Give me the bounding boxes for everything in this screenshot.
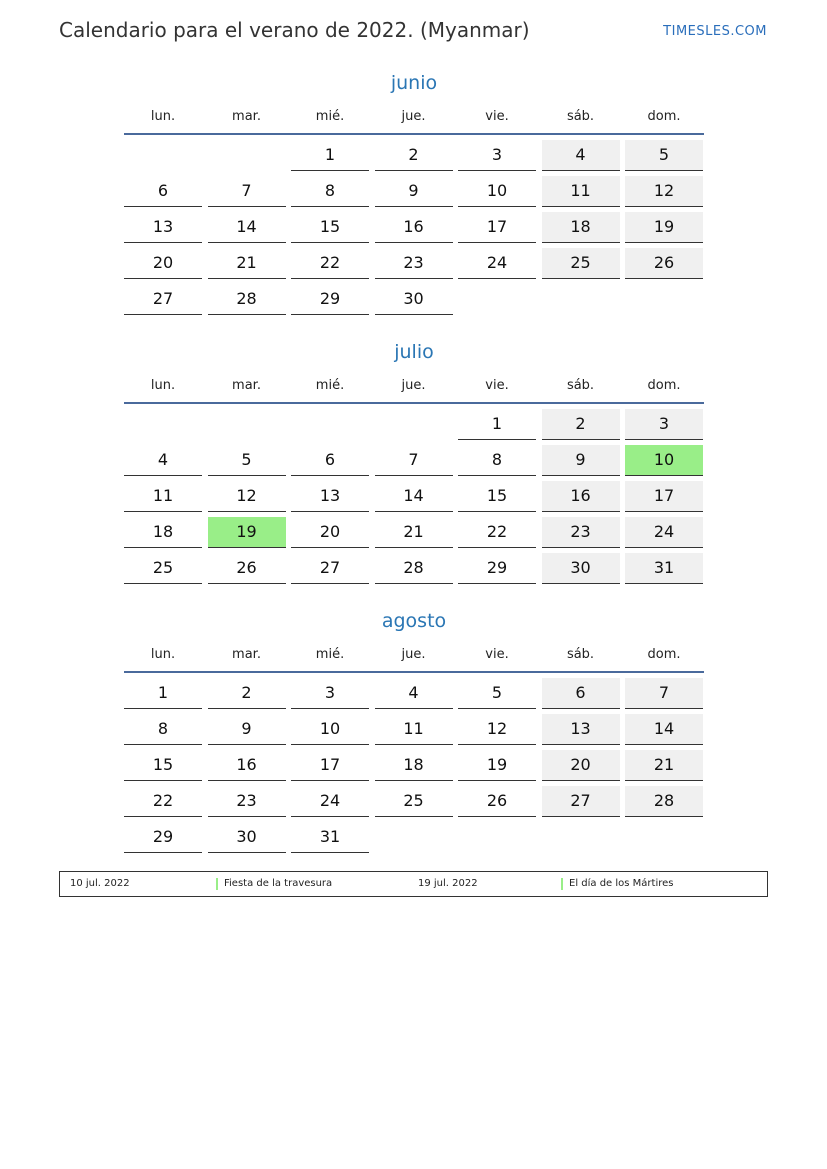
month-name: julio	[394, 341, 434, 363]
day-cell: 24	[291, 786, 369, 817]
weekday-label: mar.	[232, 109, 261, 124]
day-cell: 29	[124, 822, 202, 853]
week-row	[124, 553, 704, 584]
day-cell: 3	[458, 140, 536, 171]
day-cell: 25	[124, 553, 202, 584]
day-cell: 27	[291, 553, 369, 584]
day-cell: 25	[375, 786, 453, 817]
day-cell: 18	[542, 212, 620, 243]
day-cell: 7	[375, 445, 453, 476]
week-row	[124, 678, 704, 709]
day-cell: 27	[542, 786, 620, 817]
header-rule	[124, 402, 704, 404]
empty-day-cell	[542, 822, 620, 853]
day-cell: 24	[458, 248, 536, 279]
day-cell: 31	[625, 553, 703, 584]
day-cell: 24	[625, 517, 703, 548]
day-cell: 19	[625, 212, 703, 243]
weekday-label: jue.	[401, 378, 426, 393]
day-cell: 29	[458, 553, 536, 584]
day-cell: 13	[291, 481, 369, 512]
day-cell: 8	[124, 714, 202, 745]
day-cell: 4	[542, 140, 620, 171]
day-cell: 20	[124, 248, 202, 279]
day-cell: 13	[542, 714, 620, 745]
day-cell: 14	[625, 714, 703, 745]
day-cell: 30	[375, 284, 453, 315]
day-cell: 28	[208, 284, 286, 315]
month-name: junio	[390, 72, 438, 94]
week-row	[124, 140, 704, 171]
day-cell: 2	[375, 140, 453, 171]
day-cell: 22	[458, 517, 536, 548]
day-cell: 20	[542, 750, 620, 781]
day-cell: 16	[375, 212, 453, 243]
legend-date-1: 10 jul. 2022	[70, 878, 130, 889]
weekday-label: sáb.	[566, 378, 595, 393]
day-cell: 10	[458, 176, 536, 207]
empty-day-cell	[291, 409, 369, 440]
empty-day-cell	[375, 409, 453, 440]
day-cell: 22	[124, 786, 202, 817]
weekday-label: dom.	[647, 378, 681, 393]
day-cell: 30	[542, 553, 620, 584]
day-cell: 10	[291, 714, 369, 745]
day-cell: 21	[375, 517, 453, 548]
day-cell: 7	[625, 678, 703, 709]
weekday-label: jue.	[401, 647, 426, 662]
legend-color-1	[216, 878, 218, 890]
empty-day-cell	[375, 822, 453, 853]
weekday-label: lun.	[150, 647, 176, 662]
day-cell: 9	[208, 714, 286, 745]
day-cell: 23	[542, 517, 620, 548]
empty-day-cell	[625, 822, 703, 853]
day-cell: 25	[542, 248, 620, 279]
holiday-legend	[59, 871, 768, 897]
month-june	[124, 69, 704, 320]
weekday-label: vie.	[485, 647, 509, 662]
day-cell: 21	[625, 750, 703, 781]
weekday-label: mié.	[315, 378, 345, 393]
day-cell: 22	[291, 248, 369, 279]
week-row	[124, 176, 704, 207]
day-cell: 15	[291, 212, 369, 243]
day-cell: 5	[208, 445, 286, 476]
day-cell: 31	[291, 822, 369, 853]
day-cell: 20	[291, 517, 369, 548]
day-cell: 27	[124, 284, 202, 315]
month-july	[124, 338, 704, 589]
day-cell: 15	[458, 481, 536, 512]
empty-day-cell	[124, 409, 202, 440]
day-cell: 28	[625, 786, 703, 817]
weekday-header	[124, 105, 704, 129]
weekday-label: sáb.	[566, 109, 595, 124]
day-cell: 12	[625, 176, 703, 207]
empty-day-cell	[124, 140, 202, 171]
weekday-label: dom.	[647, 647, 681, 662]
day-cell: 14	[208, 212, 286, 243]
day-cell: 9	[375, 176, 453, 207]
weekday-label: mié.	[315, 109, 345, 124]
day-cell: 9	[542, 445, 620, 476]
day-cell: 4	[375, 678, 453, 709]
day-cell: 16	[208, 750, 286, 781]
week-row	[124, 714, 704, 745]
brand-link[interactable]: TIMESLES.COM	[663, 24, 767, 39]
day-cell: 3	[291, 678, 369, 709]
week-row	[124, 212, 704, 243]
legend-date-2: 19 jul. 2022	[418, 878, 478, 889]
weekday-label: lun.	[150, 109, 176, 124]
weekday-label: jue.	[401, 109, 426, 124]
day-cell: 23	[375, 248, 453, 279]
holiday-day-cell: 10	[625, 445, 703, 476]
weekday-label: lun.	[150, 378, 176, 393]
day-cell: 29	[291, 284, 369, 315]
day-cell: 19	[458, 750, 536, 781]
header-rule	[124, 671, 704, 673]
weekday-label: sáb.	[566, 647, 595, 662]
day-cell: 17	[291, 750, 369, 781]
week-row	[124, 517, 704, 548]
legend-color-2	[561, 878, 563, 890]
day-cell: 12	[458, 714, 536, 745]
day-cell: 26	[625, 248, 703, 279]
day-cell: 1	[124, 678, 202, 709]
day-cell: 1	[291, 140, 369, 171]
day-cell: 7	[208, 176, 286, 207]
day-cell: 30	[208, 822, 286, 853]
day-cell: 18	[124, 517, 202, 548]
weekday-header	[124, 643, 704, 667]
legend-label-2: El día de los Mártires	[569, 878, 674, 889]
page-title: Calendario para el verano de 2022. (Myanmar)	[59, 18, 530, 42]
day-cell: 11	[542, 176, 620, 207]
empty-day-cell	[542, 284, 620, 315]
weekday-label: mar.	[232, 647, 261, 662]
week-row	[124, 481, 704, 512]
day-cell: 5	[625, 140, 703, 171]
week-row	[124, 248, 704, 279]
day-cell: 6	[291, 445, 369, 476]
week-row	[124, 409, 704, 440]
weekday-label: mié.	[315, 647, 345, 662]
day-cell: 26	[208, 553, 286, 584]
day-cell: 23	[208, 786, 286, 817]
weekday-label: vie.	[485, 109, 509, 124]
empty-day-cell	[208, 140, 286, 171]
month-august	[124, 607, 704, 858]
day-cell: 1	[458, 409, 536, 440]
day-cell: 14	[375, 481, 453, 512]
day-cell: 21	[208, 248, 286, 279]
week-row	[124, 284, 704, 315]
day-cell: 6	[542, 678, 620, 709]
day-cell: 16	[542, 481, 620, 512]
day-cell: 11	[375, 714, 453, 745]
week-row	[124, 445, 704, 476]
legend-label-1: Fiesta de la travesura	[224, 878, 333, 889]
day-cell: 5	[458, 678, 536, 709]
weekday-label: dom.	[647, 109, 681, 124]
day-cell: 28	[375, 553, 453, 584]
holiday-day-cell: 19	[208, 517, 286, 548]
day-cell: 17	[625, 481, 703, 512]
weekday-label: mar.	[232, 378, 261, 393]
day-cell: 13	[124, 212, 202, 243]
day-cell: 8	[458, 445, 536, 476]
day-cell: 18	[375, 750, 453, 781]
day-cell: 3	[625, 409, 703, 440]
weekday-header	[124, 374, 704, 398]
day-cell: 8	[291, 176, 369, 207]
empty-day-cell	[458, 822, 536, 853]
day-cell: 15	[124, 750, 202, 781]
day-cell: 17	[458, 212, 536, 243]
empty-day-cell	[625, 284, 703, 315]
week-row	[124, 786, 704, 817]
empty-day-cell	[208, 409, 286, 440]
day-cell: 2	[542, 409, 620, 440]
day-cell: 12	[208, 481, 286, 512]
day-cell: 26	[458, 786, 536, 817]
week-row	[124, 750, 704, 781]
header-rule	[124, 133, 704, 135]
day-cell: 2	[208, 678, 286, 709]
day-cell: 4	[124, 445, 202, 476]
day-cell: 11	[124, 481, 202, 512]
day-cell: 6	[124, 176, 202, 207]
empty-day-cell	[458, 284, 536, 315]
month-name: agosto	[381, 610, 447, 632]
week-row	[124, 822, 704, 853]
weekday-label: vie.	[485, 378, 509, 393]
